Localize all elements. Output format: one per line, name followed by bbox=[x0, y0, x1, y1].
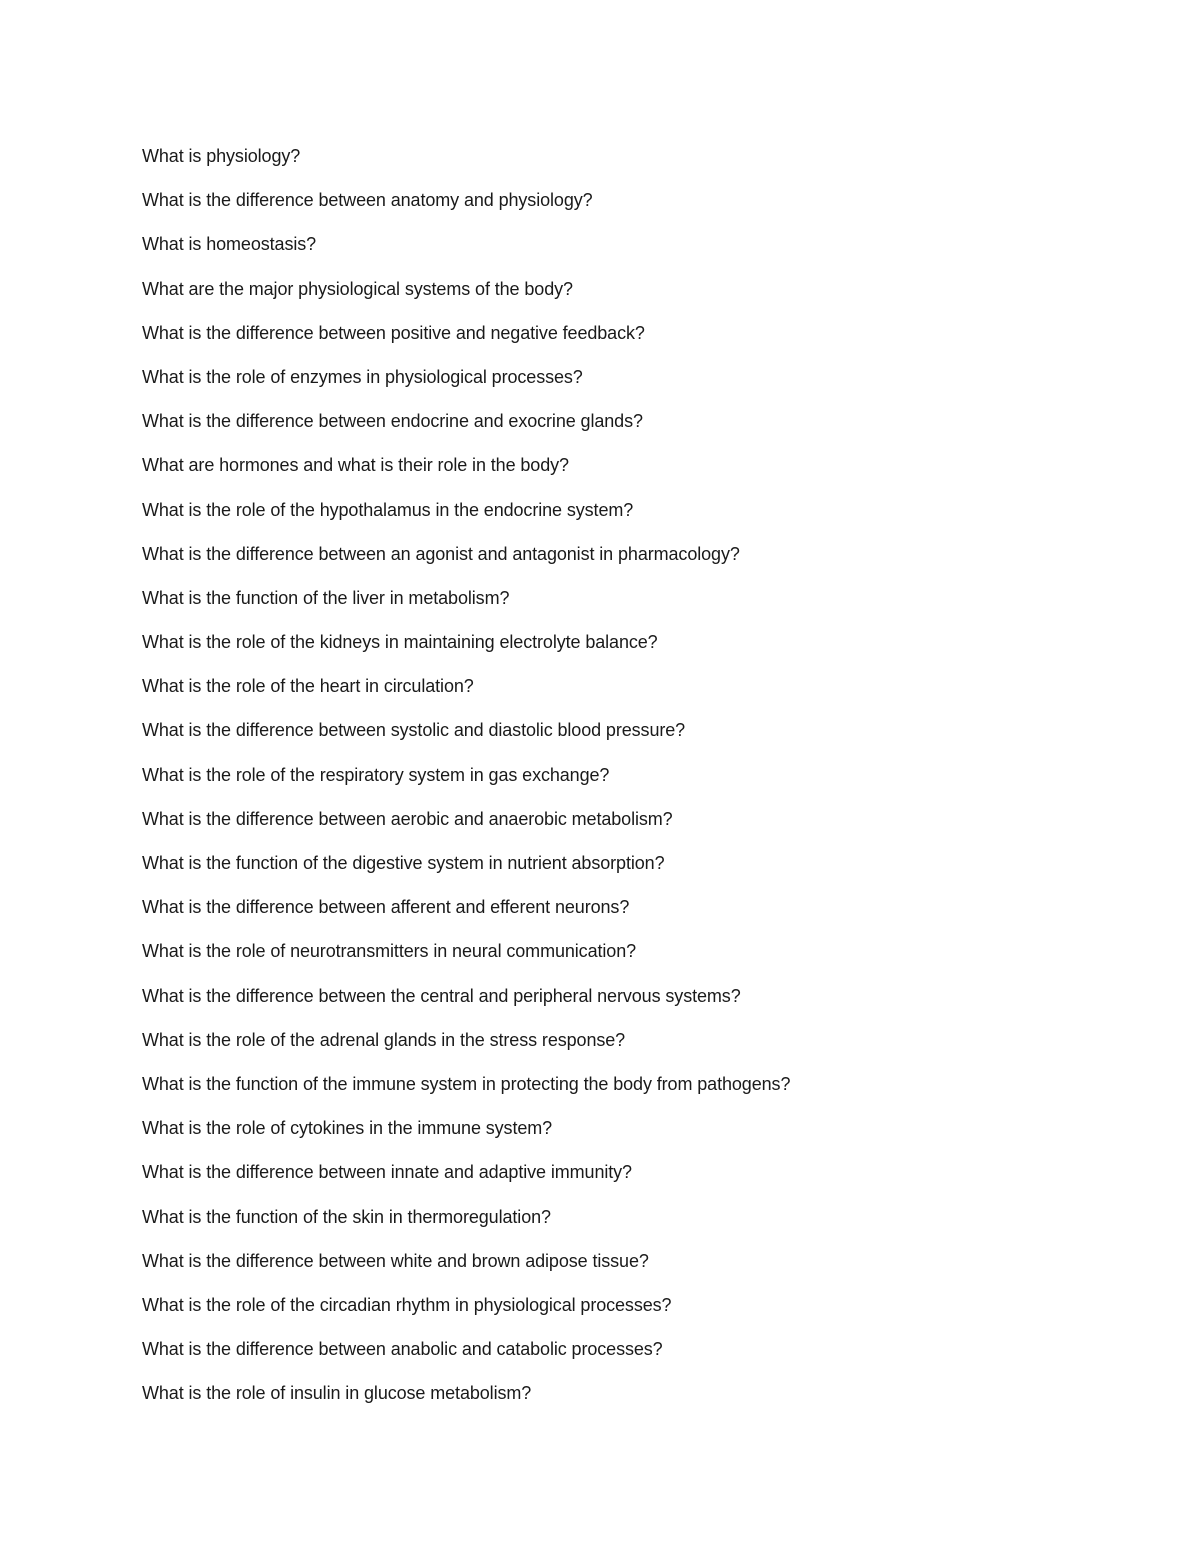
question-item: What is the difference between innate and adaptive immunity? bbox=[142, 1162, 632, 1183]
question-item: What is the difference between aerobic and anaerobic metabolism? bbox=[142, 808, 673, 829]
question-item: What are hormones and what is their role in the body? bbox=[142, 455, 569, 476]
question-item: What is the difference between white and brown adipose tissue? bbox=[142, 1250, 649, 1271]
question-item: What is the difference between anatomy and physiology? bbox=[142, 190, 593, 211]
question-item: What is physiology? bbox=[142, 146, 301, 166]
question-item: What is the function of the immune system in protecting the body from pathogens? bbox=[142, 1073, 791, 1094]
question-item: What is the difference between systolic and diastolic blood pressure? bbox=[142, 720, 686, 741]
question-item: What is the difference between the central and peripheral nervous systems? bbox=[142, 985, 741, 1006]
question-item: What is the difference between an agonist and antagonist in pharmacology? bbox=[142, 543, 740, 564]
question-item: What is the role of enzymes in physiological processes? bbox=[142, 366, 583, 387]
question-item: What is the role of cytokines in the immune system? bbox=[142, 1118, 553, 1139]
question-item: What is the role of insulin in glucose metabolism? bbox=[142, 1383, 532, 1404]
question-list bbox=[142, 143, 1142, 1424]
question-item: What is the role of neurotransmitters in neural communication? bbox=[142, 941, 637, 962]
question-item: What is the difference between anabolic and catabolic processes? bbox=[142, 1339, 663, 1360]
question-item: What is the function of the digestive system in nutrient absorption? bbox=[142, 853, 665, 873]
question-item: What is homeostasis? bbox=[142, 234, 317, 255]
question-item: What is the difference between afferent and efferent neurons? bbox=[142, 897, 630, 918]
question-item: What is the role of the respiratory system in gas exchange? bbox=[142, 764, 610, 785]
question-item: What is the role of the adrenal glands in the stress response? bbox=[142, 1029, 626, 1050]
question-item: What is the role of the hypothalamus in the endocrine system? bbox=[142, 499, 634, 520]
question-item: What is the difference between endocrine and exocrine glands? bbox=[142, 411, 643, 432]
question-item: What is the role of the heart in circulation? bbox=[142, 676, 474, 697]
question-item: What is the function of the liver in metabolism? bbox=[142, 587, 510, 608]
question-item: What are the major physiological systems of the body? bbox=[142, 278, 573, 299]
question-item: What is the role of the circadian rhythm in physiological processes? bbox=[142, 1294, 672, 1315]
question-item: What is the function of the skin in thermoregulation? bbox=[142, 1206, 551, 1227]
question-item: What is the role of the kidneys in maintaining electrolyte balance? bbox=[142, 632, 658, 653]
question-item: What is the difference between positive and negative feedback? bbox=[142, 322, 645, 343]
